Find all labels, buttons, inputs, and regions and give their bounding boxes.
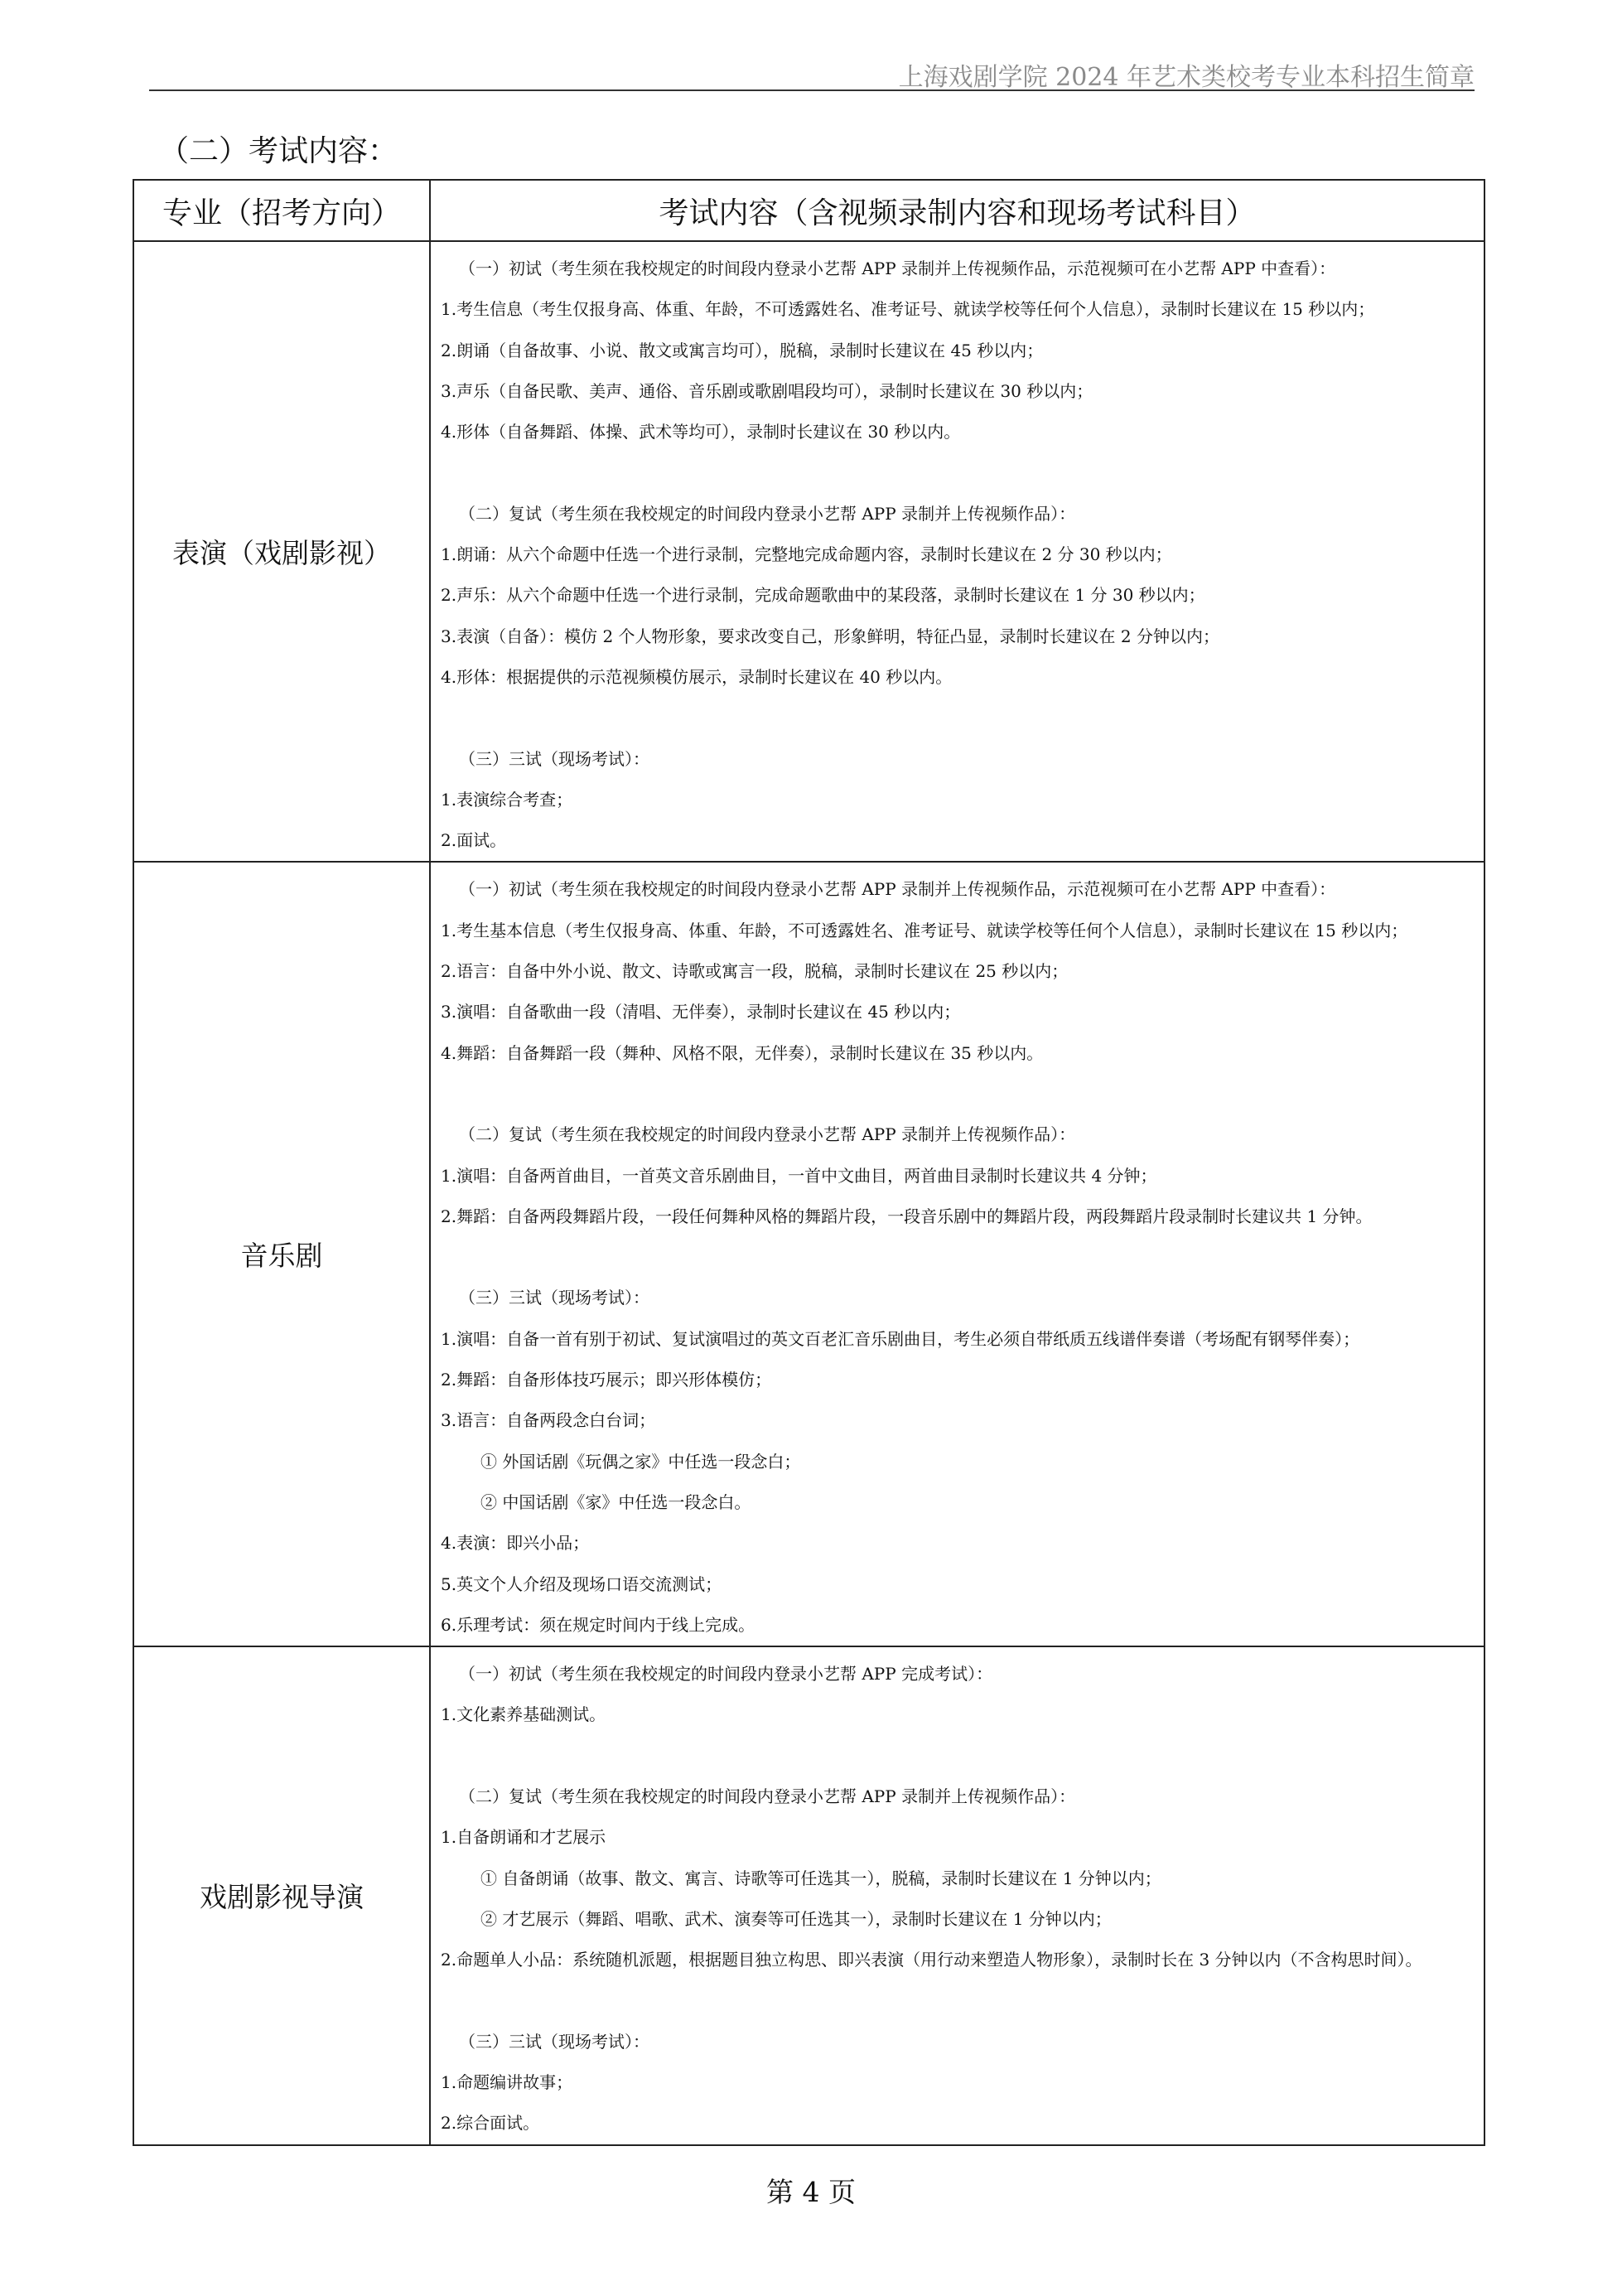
exam-item: 2.舞蹈：自备两段舞蹈片段，一段任何舞种风格的舞蹈片段，一段音乐剧中的舞蹈片段，两段舞蹈片段录制时长建议共 1 分钟。 bbox=[441, 1206, 1373, 1226]
exam-item: 5.英文个人介绍及现场口语交流测试； bbox=[441, 1573, 722, 1594]
exam-item: 2.面试。 bbox=[441, 830, 507, 851]
major-cell: 音乐剧 bbox=[133, 862, 430, 1646]
exam-item: 2.语言：自备中外小说、散文、诗歌或寓言一段，脱稿，录制时长建议在 25 秒以内； bbox=[441, 961, 1069, 982]
exam-item: 1.演唱：自备一首有别于初试、复试演唱过的英文百老汇音乐剧曲目，考生必须自带纸质五线谱伴奏谱（考场配有钢琴伴奏）； bbox=[441, 1328, 1360, 1349]
line-spacer bbox=[441, 698, 1475, 738]
running-header: 上海戏剧学院 2024 年艺术类校考专业本科招生简章 bbox=[898, 63, 1475, 92]
exam-stage-heading: （一）初试（考生须在我校规定的时间段内登录小艺帮 APP 录制并上传视频作品，示范视频可在小艺帮 APP 中查看）： bbox=[459, 259, 1336, 278]
exam-item: 2.舞蹈：自备形体技巧展示；即兴形体模仿； bbox=[441, 1370, 772, 1390]
exam-stage-heading: （三）三试（现场考试）： bbox=[459, 2031, 649, 2052]
line-spacer bbox=[441, 1074, 1475, 1114]
line-spacer bbox=[441, 452, 1475, 493]
exam-item: 1.朗诵：从六个命题中任选一个进行录制，完整地完成命题内容，录制时长建议在 2 分 30 秒以内； bbox=[441, 544, 1172, 565]
exam-sub-item: ② 才艺展示（舞蹈、唱歌、武术、演奏等可任选其一），录制时长建议在 1 分钟以内； bbox=[480, 1908, 1112, 1929]
exam-item: 1.考生基本信息（考生仅报身高、体重、年龄，不可透露姓名、准考证号、就读学校等任何个人信息），录制时长建议在 15 秒以内； bbox=[441, 920, 1408, 940]
exam-item: 2.命题单人小品：系统随机派题，根据题目独立构思、即兴表演（用行动来塑造人物形象），录制时长在 3 分钟以内（不含构思时间）。 bbox=[441, 1950, 1422, 1970]
line-spacer bbox=[441, 1736, 1475, 1776]
exam-item: 3.演唱：自备歌曲一段（清唱、无伴奏），录制时长建议在 45 秒以内； bbox=[441, 1002, 961, 1022]
exam-item: 1.考生信息（考生仅报身高、体重、年龄，不可透露姓名、准考证号、就读学校等任何个人信息），录制时长建议在 15 秒以内； bbox=[441, 299, 1375, 320]
exam-stage-heading: （一）初试（考生须在我校规定的时间段内登录小艺帮 APP 完成考试）： bbox=[459, 1664, 993, 1685]
exam-item: 1.演唱：自备两首曲目，一首英文音乐剧曲目，一首中文曲目，两首曲目录制时长建议共 4 分钟； bbox=[441, 1165, 1157, 1186]
exam-stage-heading: （二）复试（考生须在我校规定的时间段内登录小艺帮 APP 录制并上传视频作品）： bbox=[459, 1786, 1076, 1806]
exam-sub-item: ② 中国话剧《家》中任选一段念白。 bbox=[480, 1491, 751, 1512]
exam-content-table bbox=[133, 179, 1485, 2146]
exam-stage-heading: （二）复试（考生须在我校规定的时间段内登录小艺帮 APP 录制并上传视频作品）： bbox=[459, 1124, 1076, 1145]
exam-stage-heading: （三）三试（现场考试）： bbox=[459, 1288, 649, 1308]
header-rule bbox=[149, 89, 1475, 91]
table-row bbox=[133, 1646, 1484, 2145]
exam-item: 6.乐理考试：须在规定时间内于线上完成。 bbox=[441, 1614, 755, 1635]
exam-stage-heading: （三）三试（现场考试）： bbox=[459, 748, 649, 769]
exam-item: 1.自备朗诵和才艺展示 bbox=[441, 1827, 606, 1848]
exam-sub-item: ① 外国话剧《玩偶之家》中任选一段念白； bbox=[480, 1451, 801, 1472]
table-row bbox=[133, 862, 1484, 1646]
exam-item: 4.形体：根据提供的示范视频模仿展示，录制时长建议在 40 秒以内。 bbox=[441, 666, 953, 687]
major-cell: 表演（戏剧影视） bbox=[133, 241, 430, 862]
exam-item: 2.朗诵（自备故事、小说、散文或寓言均可），脱稿，录制时长建议在 45 秒以内； bbox=[441, 340, 1044, 360]
exam-item: 1.表演综合考查； bbox=[441, 789, 573, 810]
exam-item: 4.舞蹈：自备舞蹈一段（舞种、风格不限，无伴奏），录制时长建议在 35 秒以内。 bbox=[441, 1042, 1044, 1063]
major-cell: 戏剧影视导演 bbox=[133, 1646, 430, 2145]
column-header-content: 考试内容（含视频录制内容和现场考试科目） bbox=[430, 180, 1484, 241]
exam-item: 2.综合面试。 bbox=[441, 2113, 540, 2134]
column-header-major: 专业（招考方向） bbox=[133, 180, 430, 241]
table-row bbox=[133, 241, 1484, 862]
line-spacer bbox=[441, 1237, 1475, 1278]
exam-item: 3.声乐（自备民歌、美声、通俗、音乐剧或歌剧唱段均可），录制时长建议在 30 秒以内； bbox=[441, 380, 1093, 401]
exam-item: 4.表演：即兴小品； bbox=[441, 1533, 590, 1554]
exam-item: 1.文化素养基础测试。 bbox=[441, 1704, 606, 1725]
exam-content-cell bbox=[430, 862, 1484, 1646]
exam-stage-heading: （一）初试（考生须在我校规定的时间段内登录小艺帮 APP 录制并上传视频作品，示范视频可在小艺帮 APP 中查看）： bbox=[459, 879, 1336, 900]
exam-item: 2.声乐：从六个命题中任选一个进行录制，完成命题歌曲中的某段落，录制时长建议在 1 分 30 秒以内； bbox=[441, 585, 1205, 606]
exam-item: 1.命题编讲故事； bbox=[441, 2072, 573, 2093]
table-header-row bbox=[133, 180, 1484, 241]
table-body bbox=[133, 241, 1484, 2145]
page-number: 第 4 页 bbox=[766, 2176, 856, 2208]
exam-content-cell bbox=[430, 1646, 1484, 2145]
exam-item: 4.形体（自备舞蹈、体操、武术等均可），录制时长建议在 30 秒以内。 bbox=[441, 422, 961, 442]
exam-item: 3.语言：自备两段念白台词； bbox=[441, 1410, 656, 1431]
exam-stage-heading: （二）复试（考生须在我校规定的时间段内登录小艺帮 APP 录制并上传视频作品）： bbox=[459, 503, 1076, 524]
exam-content-cell bbox=[430, 241, 1484, 862]
exam-sub-item: ① 自备朗诵（故事、散文、寓言、诗歌等可任选其一），脱稿，录制时长建议在 1 分钟以内； bbox=[480, 1868, 1161, 1888]
line-spacer bbox=[441, 1980, 1475, 2021]
exam-item: 3.表演（自备）：模仿 2 个人物形象，要求改变自己，形象鲜明，特征凸显，录制时长建议在 2 分钟以内； bbox=[441, 626, 1219, 646]
section-title: （二）考试内容： bbox=[159, 134, 398, 168]
